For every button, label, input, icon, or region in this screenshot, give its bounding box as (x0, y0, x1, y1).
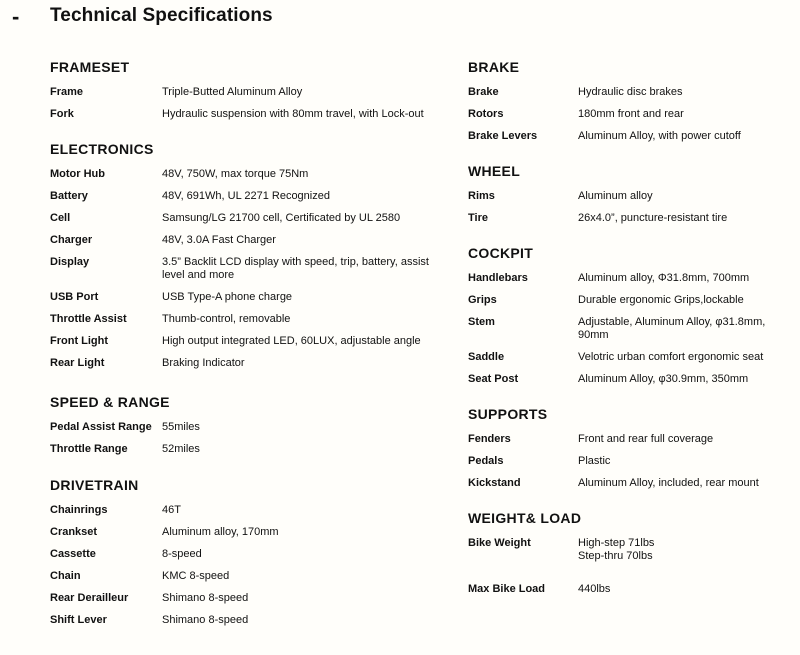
section-spacer (50, 465, 450, 477)
spec-label: Fenders (468, 433, 511, 445)
spec-value: Aluminum Alloy, φ30.9mm, 350mm (578, 373, 749, 385)
spec-value: Aluminum alloy, 170mm (162, 526, 279, 538)
section-cockpit (468, 245, 798, 386)
specs-right-column (468, 59, 798, 605)
section-title: SPEED & RANGE (50, 394, 170, 410)
spec-label: Throttle Assist (50, 313, 127, 325)
spec-row-kickstand (468, 477, 798, 490)
spec-value: Adjustable, Aluminum Alloy, φ31.8mm, 90mm (578, 316, 766, 341)
spec-value: Aluminum alloy, Φ31.8mm, 700mm (578, 272, 750, 284)
section-weight-load (468, 510, 798, 596)
section-spacer (468, 152, 798, 163)
spec-value: 8-speed (162, 548, 202, 560)
spec-row-throttle-range (50, 443, 450, 456)
spec-value-line: High-step 71lbs (578, 537, 655, 549)
section-spacer (468, 499, 798, 510)
spec-value: 3.5” Backlit LCD display with speed, trip, battery, assist level and more (162, 256, 429, 281)
spec-label: Kickstand (468, 477, 521, 489)
section-spacer (50, 379, 450, 394)
spec-row-usb-port (50, 291, 450, 304)
spec-row-rotors (468, 108, 798, 121)
spec-label: Brake (468, 86, 499, 98)
spec-value: High output integrated LED, 60LUX, adjustable angle (162, 335, 421, 347)
spec-value: Aluminum Alloy, with power cutoff (578, 130, 741, 142)
section-title: FRAMESET (50, 59, 130, 75)
spec-label: Tire (468, 212, 488, 224)
spec-value: Plastic (578, 455, 611, 467)
spec-row-chainrings (50, 504, 450, 517)
spec-label: Throttle Range (50, 443, 128, 455)
spec-label: Bike Weight (468, 537, 531, 549)
spec-value: 46T (162, 504, 181, 516)
spec-row-chain (50, 570, 450, 583)
spec-label: Cassette (50, 548, 96, 560)
section-title: WHEEL (468, 163, 521, 179)
spec-value: Hydraulic disc brakes (578, 86, 683, 98)
spec-label: Grips (468, 294, 497, 306)
spec-value-line: Step-thru 70lbs (578, 550, 653, 562)
section-title: BRAKE (468, 59, 520, 75)
spec-value: Aluminum alloy (578, 190, 653, 202)
spec-value: Front and rear full coverage (578, 433, 714, 445)
spec-label: Crankset (50, 526, 98, 538)
spec-value: Braking Indicator (162, 357, 245, 369)
spec-value: USB Type-A phone charge (162, 291, 293, 303)
collapse-marker[interactable]: - (12, 4, 20, 29)
spec-row-fenders (468, 433, 798, 446)
section-spacer (468, 234, 798, 245)
spec-label: Display (50, 256, 90, 268)
spec-row-fork (50, 108, 450, 121)
spec-row-frame (50, 86, 450, 99)
spec-row-handlebars (468, 272, 798, 285)
spec-label: Seat Post (468, 373, 519, 385)
spec-row-charger (50, 234, 450, 247)
spec-label: Rims (468, 190, 495, 202)
spec-row-display (50, 256, 450, 282)
spec-label: Chainrings (50, 504, 108, 516)
spec-label: Rear Light (50, 357, 105, 369)
spec-label: Charger (50, 234, 93, 246)
section-wheel (468, 163, 798, 225)
spec-label: Rear Derailleur (50, 592, 129, 604)
spec-label: Saddle (468, 351, 505, 363)
spec-row-front-light (50, 335, 450, 348)
spec-value: 180mm front and rear (578, 108, 684, 120)
spec-row-seat-post (468, 373, 798, 386)
spec-label: Shift Lever (50, 614, 107, 626)
spec-row-battery (50, 190, 450, 203)
spec-row-tire (468, 212, 798, 225)
spec-row-shift-lever (50, 614, 450, 627)
spec-label: USB Port (50, 291, 99, 303)
spec-value: KMC 8-speed (162, 570, 230, 582)
spec-row-rims (468, 190, 798, 203)
spec-row-pedal-assist-range (50, 421, 450, 434)
spec-label: Handlebars (468, 272, 528, 284)
page-title: Technical Specifications (50, 5, 273, 26)
spec-row-cassette (50, 548, 450, 561)
spec-row-cell (50, 212, 450, 225)
spec-value: 55miles (162, 421, 200, 433)
spec-value: Aluminum Alloy, included, rear mount (578, 477, 759, 489)
spec-row-stem (468, 316, 798, 342)
spec-value: Shimano 8-speed (162, 614, 249, 626)
spec-label: Chain (50, 570, 81, 582)
spec-value: Samsung/LG 21700 cell, Certificated by UL 2580 (162, 212, 401, 224)
spec-label: Stem (468, 316, 495, 328)
section-title: COCKPIT (468, 245, 534, 261)
spec-row-rear-derailleur (50, 592, 450, 605)
section-title: WEIGHT& LOAD (468, 510, 582, 526)
spec-label: Frame (50, 86, 84, 98)
spec-value (578, 537, 798, 563)
spec-row-brake (468, 86, 798, 99)
spec-value: 48V, 750W, max torque 75Nm (162, 168, 309, 180)
spec-label: Fork (50, 108, 74, 120)
spec-label: Pedals (468, 455, 504, 467)
spec-value: Shimano 8-speed (162, 592, 249, 604)
section-electronics (50, 141, 450, 370)
section-supports (468, 406, 798, 490)
spec-row-bike-weight (468, 537, 798, 563)
section-title: SUPPORTS (468, 406, 548, 422)
spec-value: 440lbs (578, 583, 611, 595)
spec-value: Durable ergonomic Grips,lockable (578, 294, 744, 306)
spec-value: Velotric urban comfort ergonomic seat (578, 351, 764, 363)
spec-label: Rotors (468, 108, 504, 120)
section-drivetrain (50, 477, 450, 627)
spec-row-throttle-assist (50, 313, 450, 326)
spec-value: 26x4.0”, puncture-resistant tire (578, 212, 728, 224)
section-spacer (468, 395, 798, 406)
spec-row-grips (468, 294, 798, 307)
spec-row-crankset (50, 526, 450, 539)
spec-label: Cell (50, 212, 71, 224)
spec-label: Max Bike Load (468, 583, 546, 595)
spec-row-pedals (468, 455, 798, 468)
section-title: ELECTRONICS (50, 141, 154, 157)
spec-value: 52miles (162, 443, 200, 455)
spec-row-max-bike-load (468, 583, 798, 596)
spec-label: Front Light (50, 335, 109, 347)
section-frameset (50, 59, 450, 121)
spec-label: Motor Hub (50, 168, 105, 180)
spec-value: Thumb-control, removable (162, 313, 291, 325)
spec-label: Brake Levers (468, 130, 538, 142)
spec-value: Triple-Butted Aluminum Alloy (162, 86, 303, 98)
spec-label: Battery (50, 190, 88, 202)
spec-label: Pedal Assist Range (50, 421, 152, 433)
specs-left-column (50, 59, 450, 636)
header-bar (0, 0, 800, 36)
spec-row-motor-hub (50, 168, 450, 181)
section-brake (468, 59, 798, 143)
section-spacer (50, 130, 450, 141)
spec-value: Hydraulic suspension with 80mm travel, with Lock-out (162, 108, 424, 120)
section-speed-range (50, 394, 450, 456)
spec-value: 48V, 691Wh, UL 2271 Recognized (162, 190, 330, 202)
spec-row-saddle (468, 351, 798, 364)
section-title: DRIVETRAIN (50, 477, 139, 493)
spec-row-rear-light (50, 357, 450, 370)
spec-value: 48V, 3.0A Fast Charger (162, 234, 276, 246)
spec-row-brake-levers (468, 130, 798, 143)
